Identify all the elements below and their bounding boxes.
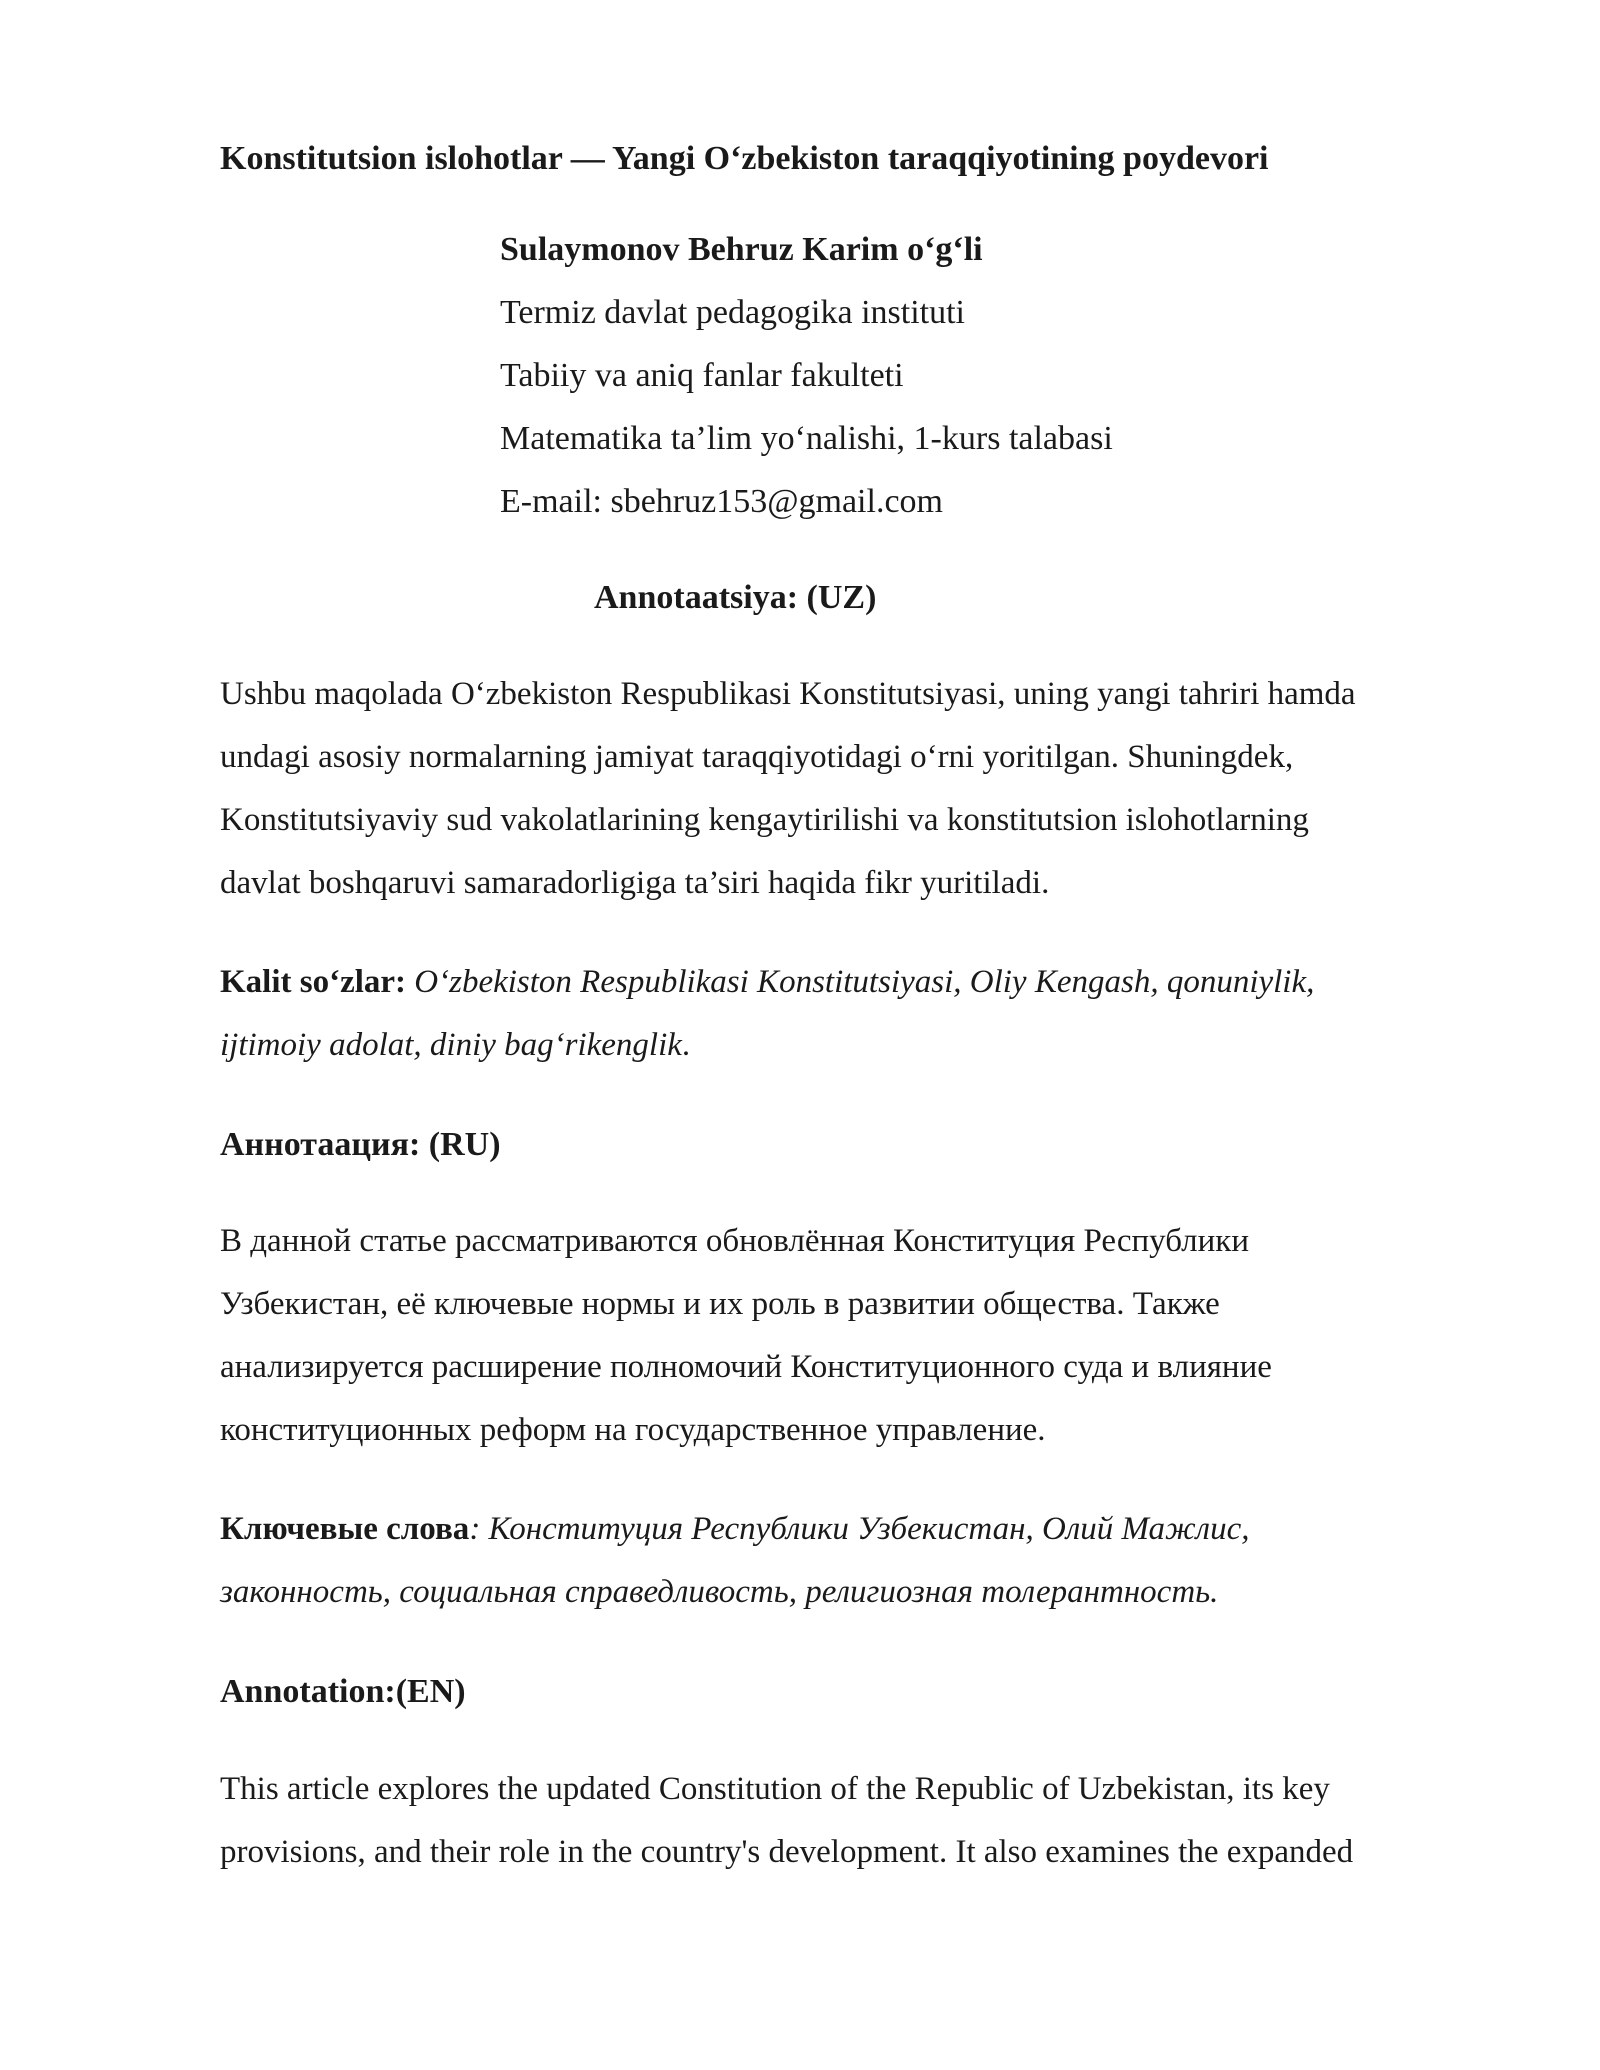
annotation-line: В данной статье рассматриваются обновлённая Конституция Республики <box>220 1223 1249 1259</box>
keywords-end: . <box>681 1027 691 1063</box>
keywords-line <box>220 1561 1480 1624</box>
author-program: Matematika ta’lim yo‘nalishi, 1-kurs talabasi <box>500 420 1113 457</box>
article-title: Konstitutsion islohotlar — Yangi O‘zbekiston taraqqiyotining poydevori <box>220 140 1269 177</box>
keywords-line <box>220 951 1480 1014</box>
keywords-text: O‘zbekiston Respublikasi Konstitutsiyasi, Oliy Kengash, qonuniylik, <box>406 964 1315 1000</box>
annotation-line: undagi asosiy normalarning jamiyat taraqqiyotidagi o‘rni yoritilgan. Shuningdek, <box>220 739 1294 775</box>
keywords-text: законность, социальная справедливость, религиозная толерантность. <box>220 1574 1219 1610</box>
author-name: Sulaymonov Behruz Karim o‘g‘li <box>500 231 983 268</box>
annotation-line: анализируется расширение полномочий Конституционного суда и влияние <box>220 1349 1272 1385</box>
annotation-heading-ru: Аннотаация: (RU) <box>220 1126 501 1163</box>
annotation-line: davlat boshqaruvi samaradorligiga ta’siri haqida fikr yuritiladi. <box>220 865 1050 901</box>
keywords-ru <box>220 1498 1480 1624</box>
annotation-line: конституционных реформ на государственное управление. <box>220 1412 1046 1448</box>
keywords-text: ijtimoiy adolat, diniy bag‘rikenglik <box>220 1027 682 1063</box>
annotation-line: This article explores the updated Constitution of the Republic of Uzbekistan, its key <box>220 1771 1330 1807</box>
keywords-text: : Конституция Республики Узбекистан, Олий Мажлис, <box>469 1511 1250 1547</box>
annotation-text-en <box>220 1758 1480 1884</box>
keywords-label-uz: Kalit so‘zlar: <box>220 964 407 1000</box>
annotation-line: Ushbu maqolada O‘zbekiston Respublikasi Konstitutsiyasi, uning yangi tahriri hamda <box>220 676 1356 712</box>
annotation-line: Узбекистан, её ключевые нормы и их роль в развитии общества. Также <box>220 1286 1220 1322</box>
keywords-line <box>220 1014 1480 1077</box>
author-faculty: Tabiiy va aniq fanlar fakulteti <box>500 357 904 394</box>
annotation-heading-uz: Annotaatsiya: (UZ) <box>594 579 877 616</box>
annotation-line: provisions, and their role in the country's development. It also examines the expanded <box>220 1834 1354 1870</box>
author-email: E-mail: sbehruz153@gmail.com <box>500 483 943 520</box>
keywords-line <box>220 1498 1480 1561</box>
annotation-text-uz <box>220 663 1480 915</box>
author-institution: Termiz davlat pedagogika instituti <box>500 294 965 331</box>
author-block <box>500 218 1113 533</box>
annotation-line: Konstitutsiyaviy sud vakolatlarining kengaytirilishi va konstitutsion islohotlarning <box>220 802 1309 838</box>
keywords-uz <box>220 951 1480 1077</box>
annotation-heading-en: Annotation:(EN) <box>220 1673 466 1710</box>
keywords-label-ru: Ключевые слова <box>220 1511 470 1547</box>
annotation-text-ru <box>220 1210 1480 1462</box>
